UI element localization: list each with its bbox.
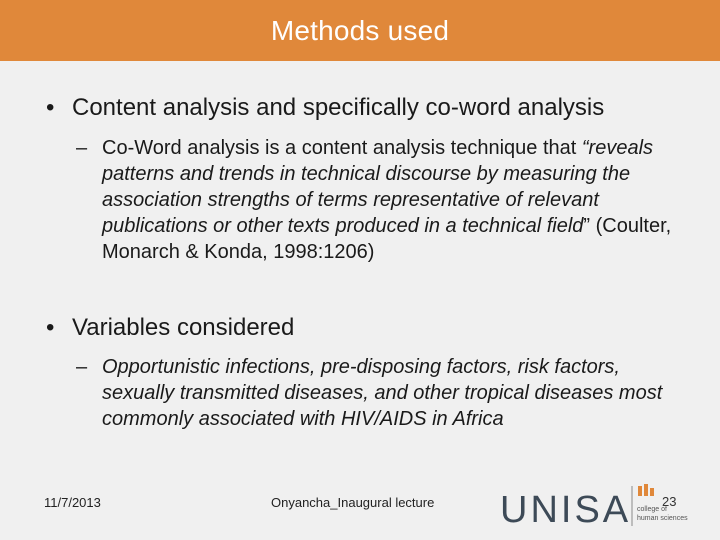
- logo-line2: human sciences: [637, 515, 688, 522]
- bullet-variables: [46, 313, 294, 343]
- bullet-marker: •: [46, 94, 55, 121]
- sub-text-part1: Co-Word analysis is a content analysis technique that: [102, 137, 582, 159]
- footer-center-text: Onyancha_Inaugural lecture: [271, 495, 435, 510]
- bullet-marker: •: [46, 314, 55, 341]
- logo-line1: college of: [637, 506, 667, 513]
- sub-bullet-coword: [76, 135, 692, 265]
- title-bar: [0, 0, 720, 61]
- sub-bullet-marker: –: [76, 137, 88, 159]
- sub-bullet-variables: [76, 354, 692, 432]
- logo-emblem-icon: [638, 484, 654, 496]
- unisa-logo: [498, 482, 713, 530]
- bullet-content-analysis: [46, 93, 604, 123]
- logo-wordmark: UNISA: [500, 489, 632, 530]
- footer-date: 11/7/2013: [44, 495, 101, 510]
- sub-text-part2: ” (Coulter, Monarch & Konda, 1998:1206): [102, 215, 672, 263]
- sub-bullet-text: Opportunistic infections, pre-disposing factors, risk factors, sexually transmitted diseases, and other tropical diseases most commonly associated with HIV/AIDS in Africa: [102, 356, 663, 430]
- bullet-label: Variables considered: [72, 314, 295, 341]
- sub-text-quote: “reveals patterns and trends in technical discourse by measuring the association strengths of terms representative of relevant publications or other texts produced in a technical field: [102, 137, 654, 237]
- sub-bullet-text: [102, 135, 692, 265]
- sub-bullet-marker: –: [76, 356, 88, 378]
- page-number: 23: [662, 494, 677, 509]
- bullet-label: Content analysis and specifically co-word analysis: [72, 94, 605, 121]
- slide-title: Methods used: [270, 14, 450, 46]
